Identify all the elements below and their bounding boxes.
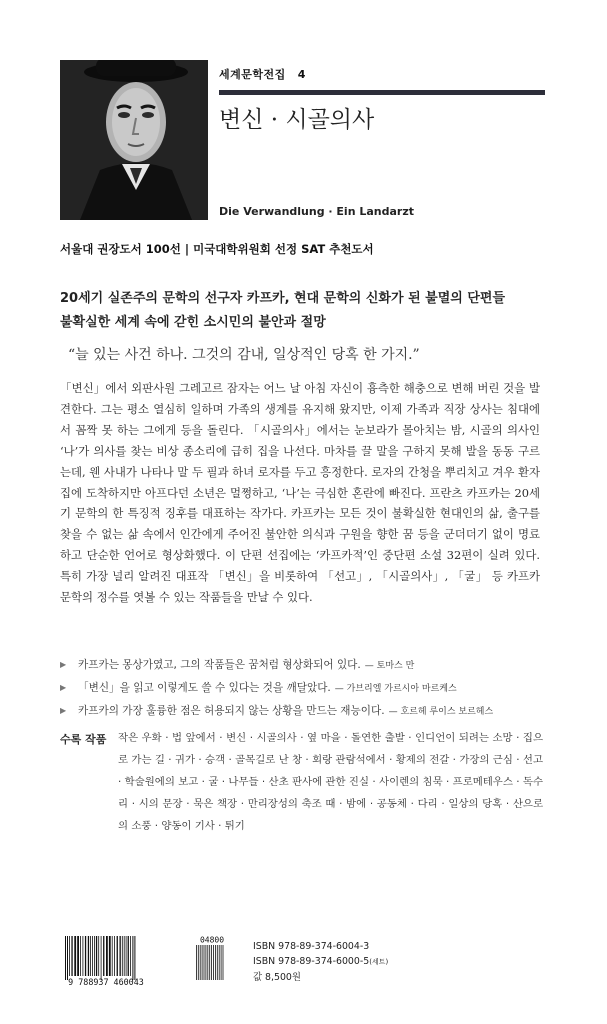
barcode-bar (126, 936, 127, 976)
barcode-bar (134, 936, 135, 980)
barcode-bar (83, 936, 84, 976)
author-portrait-image (60, 60, 208, 220)
book-title: 변신 · 시골의사 (219, 107, 375, 133)
barcode-bar (206, 945, 207, 980)
barcode-bar (207, 945, 208, 980)
barcode-bar (217, 945, 218, 980)
barcode-bar (71, 936, 72, 976)
barcode-bar (221, 945, 222, 980)
barcode-bar (122, 936, 123, 976)
barcode-bar (211, 945, 212, 980)
barcode-bar (90, 936, 91, 976)
series-name: 세계문학전집 (219, 68, 286, 81)
barcode-bar (209, 945, 210, 980)
barcode-bar (130, 936, 131, 976)
barcode-bar (114, 936, 115, 976)
barcode-digits: 9 788937 460043 (68, 977, 144, 986)
barcode-bar (69, 936, 70, 976)
isbn-block (253, 939, 388, 985)
barcode-bar (120, 936, 121, 976)
isbn-line-2-number: ISBN 978-89-374-6000-5 (253, 956, 370, 967)
barcode-bar (96, 936, 97, 976)
barcode-bars (65, 936, 135, 980)
barcode-bar (77, 936, 79, 976)
barcode-bar (98, 936, 99, 976)
barcode-addon-bars (196, 945, 223, 980)
barcode-bar (74, 936, 76, 976)
barcode-bar (88, 936, 89, 976)
praise-source: — 가브리엘 가르시아 마르케스 (334, 684, 457, 694)
title-rule (219, 90, 545, 95)
barcode-bar (196, 945, 197, 980)
praise-source: — 토마스 만 (364, 661, 415, 671)
barcode-image (60, 936, 230, 986)
barcode (60, 936, 230, 986)
barcode-bar (215, 945, 216, 980)
recommendation-line: 서울대 권장도서 100선 | 미국대학위원회 선정 SAT 추천도서 (60, 242, 374, 256)
contents-list: 작은 우화 · 법 앞에서 · 변신 · 시골의사 · 옆 마을 · 돌연한 출발 · 인디언이 되려는 소망 · 집으로 가는 길 · 귀가 · 승객 · 골목길로 난 창 · 회랑 관람석에서 · 황제의 전갈 · 가장의 근심 · 선고 · 학술원에의 보고 · 굴 · 나무들 · 산초 판사에 관한 진실 · 사이렌의 침묵 · 프로메테우스 · 독수리 · 시의 문장 · 묵은 책장 · 만리장성의 축조 때 · 밤에 · 공동체 · 다리 · 일상의 당혹 · 산으로의 소풍 · 양동이 기사 · 튀기 (118, 732, 543, 832)
barcode-bar (213, 945, 214, 980)
barcode-bar (117, 936, 118, 976)
barcode-bar (103, 936, 104, 976)
barcode-bar (223, 945, 224, 980)
barcode-bar (65, 936, 66, 980)
barcode-bar (219, 945, 220, 980)
pull-quote: “늘 있는 사건 하나. 그것의 감내, 일상적인 당혹 한 가지.” (68, 347, 420, 363)
praise-text: 카프카는 몽상가였고, 그의 작품들은 꿈처럼 형상화되어 있다. (78, 659, 361, 671)
barcode-bar (128, 936, 129, 976)
barcode-bar (101, 936, 102, 980)
barcode-bar (80, 936, 81, 976)
triangle-bullet-icon: ▶ (60, 706, 67, 715)
author-photo (60, 60, 208, 220)
praise-text: 카프카의 가장 훌륭한 점은 허용되지 않는 상황을 만드는 재능이다. (78, 705, 385, 717)
series-label (219, 66, 306, 82)
praise-item (60, 653, 560, 676)
synopsis-text: 「변신」에서 외판사원 그레고르 잠자는 어느 날 아침 자신이 흉측한 해충으로 변해 버린 것을 발견한다. 그는 평소 열심히 일하며 가족의 생계를 유지해 왔지만, 이제 가족과 직장 상사는 침대에서 꼼짝 못 하는 그에게 등을 돌린다. 「시골의사」에서는 눈보라가 몰아치는 밤, 시골의 의사인 ‘나’가 의사를 찾는 비상 종소리에 급히 집을 나선다. 마차를 끌 말을 구하지 못해 발을 동동 구르는데, 웬 사내가 나타나 말 두 필과 하녀 로자를 두고 흥정한다. 로자의 간청을 뿌리치고 겨우 환자 집에 도착하지만 아프다던 소년은 멀쩡하고, ‘나’는 극심한 혼란에 빠진다. 프란츠 카프카는 20세기 문학의 한 특징적 징후를 대표하는 작가다. 카프카는 모든 것이 불확실한 현대인의 삶, 출구를 찾을 수 없는 삶 속에서 인간에게 주어진 불안한 의식과 구원을 향한 꿈 등을 군더더기 없이 명료하고 단순한 언어로 형상화했다. 이 단편 선집에는 ‘카프카적’인 중단편 소설 32편이 실려 있다. 특히 가장 널리 알려진 대표작 「변신」을 비롯하여 「선고」, 「시골의사」, 「굴」 등 카프카 문학의 정수를 엿볼 수 있는 작품들을 만날 수 있다. (60, 381, 540, 605)
synopsis (60, 378, 540, 608)
praise-list (60, 653, 560, 722)
tagline-line-1: 20세기 실존주의 문학의 선구자 카프카, 현대 문학의 신화가 된 불멸의 단편들 (60, 291, 506, 306)
series-number: 4 (297, 68, 306, 81)
barcode-bar (85, 936, 86, 976)
tagline-line-2: 불확실한 세계 속에 갇힌 소시민의 불안과 절망 (60, 315, 326, 330)
barcode-bar (124, 936, 125, 976)
tagline (60, 287, 505, 335)
barcode-bar (202, 945, 203, 980)
barcode-bar (92, 936, 93, 976)
barcode-bar (200, 945, 201, 980)
barcode-bar (112, 936, 113, 976)
barcode-bar (132, 936, 133, 980)
praise-source: — 호르헤 루이스 보르헤스 (388, 707, 494, 717)
praise-text: 「변신」을 읽고 이렇게도 쓸 수 있다는 것을 깨달았다. (78, 682, 331, 694)
praise-item (60, 699, 560, 722)
original-title: Die Verwandlung · Ein Landarzt (219, 205, 415, 218)
isbn-line-2 (253, 954, 388, 970)
barcode-bar (198, 945, 199, 980)
praise-item (60, 676, 560, 699)
triangle-bullet-icon: ▶ (60, 683, 67, 692)
barcode-bar (67, 936, 68, 980)
triangle-bullet-icon: ▶ (60, 660, 67, 669)
barcode-bar (94, 936, 95, 976)
isbn-set-label: (세트) (369, 958, 389, 966)
isbn-line-1: ISBN 978-89-374-6004-3 (253, 941, 370, 952)
contents-label: 수록 작품 (60, 733, 107, 746)
barcode-addon-digits: 04800 (199, 936, 225, 945)
barcode-bar (106, 936, 108, 976)
price: 값 8,500원 (253, 972, 301, 983)
barcode-bar (204, 945, 205, 980)
barcode-bar (109, 936, 111, 976)
